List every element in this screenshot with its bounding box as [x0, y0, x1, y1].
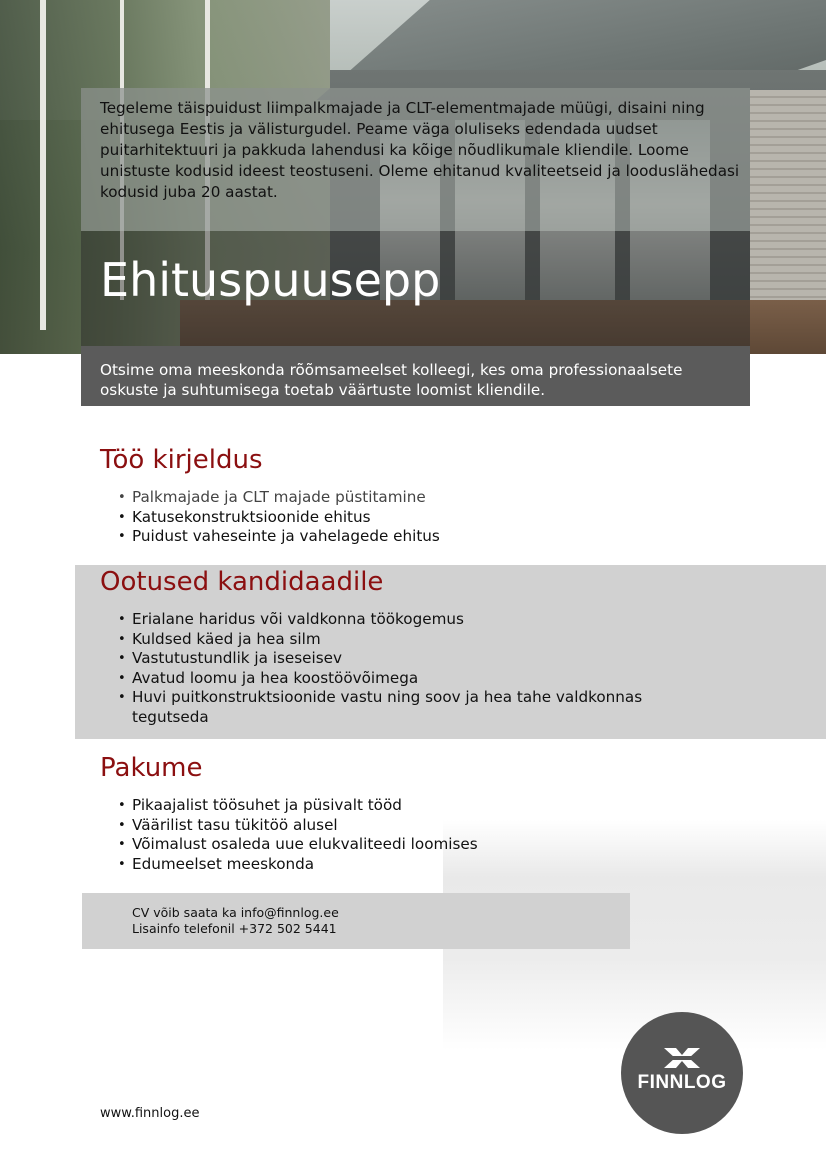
list-item: • Võimalust osaleda uue elukvaliteedi loomises: [118, 835, 478, 855]
list-item: • Huvi puitkonstruktsioonide vastu ning soov ja hea tahe valdkonnas tegutseda: [118, 688, 678, 727]
list-item: • Katusekonstruktsioonide ehitus: [118, 508, 440, 528]
section-heading-job: Töö kirjeldus: [100, 445, 263, 475]
list-item: • Vastutustundlik ja iseseisev: [118, 649, 678, 669]
footer-url[interactable]: www.finnlog.ee: [100, 1106, 200, 1121]
tagline: Otsime oma meeskonda rõõmsameelset kolleegi, kes oma professionaalsete oskuste ja suhtumisega toetab väärtuste loomist kliendile.: [100, 361, 683, 399]
contact-phone[interactable]: Lisainfo telefonil +372 502 5441: [132, 921, 337, 936]
page-title: Ehituspuusepp: [100, 253, 441, 307]
finnlog-x-logo-icon: [662, 1046, 702, 1070]
contact-text: [132, 905, 339, 937]
job-list: [118, 488, 440, 547]
list-item: • Puidust vaheseinte ja vahelagede ehitus: [118, 527, 440, 547]
logo-text: FINNLOG: [637, 1072, 727, 1093]
intro-text: Tegeleme täispuidust liimpalkmajade ja CLT-elementmajade müügi, disaini ning ehitusega Eestis ja välisturgudel. Peame väga oluliseks edendada uudset puitarhitektuuri ja pakkuda lahendusi ka kõige nõudlikumale kliendile. Loome unistuste kodusid ideest teostuseni. Oleme ehitanud kvaliteetseid ja looduslähedasi kodusid juba 20 aastat.: [100, 99, 740, 201]
finnlog-logo: [621, 1012, 743, 1134]
section-heading-expectations: Ootused kandidaadile: [100, 567, 384, 597]
list-item: • Palkmajade ja CLT majade püstitamine: [118, 488, 440, 508]
list-item: • Kuldsed käed ja hea silm: [118, 630, 678, 650]
list-item: • Edumeelset meeskonda: [118, 855, 478, 875]
list-item: • Väärilist tasu tükitöö alusel: [118, 816, 478, 836]
expectations-list: [118, 610, 678, 727]
list-item: • Avatud loomu ja hea koostöövõimega: [118, 669, 678, 689]
list-item: • Erialane haridus või valdkonna töökogemus: [118, 610, 678, 630]
offer-list: [118, 796, 478, 874]
contact-email[interactable]: CV võib saata ka info@finnlog.ee: [132, 905, 339, 920]
section-heading-offer: Pakume: [100, 753, 203, 783]
list-item: • Pikaajalist töösuhet ja püsivalt tööd: [118, 796, 478, 816]
